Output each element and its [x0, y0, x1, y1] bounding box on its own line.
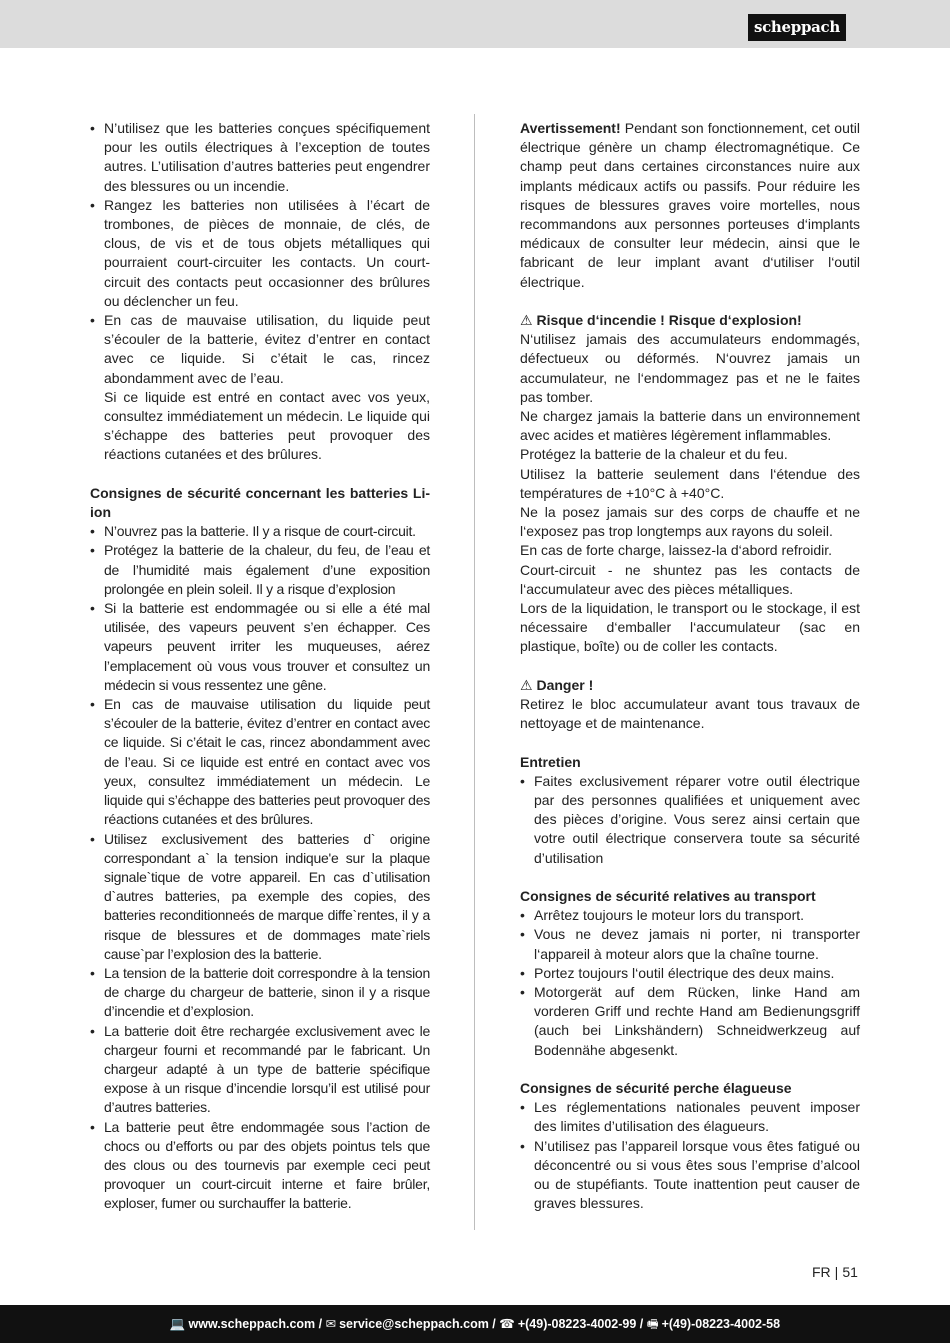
paragraph: Protégez la batterie de la chaleur et du feu.	[520, 446, 788, 463]
left-column	[90, 119, 430, 1214]
liion-safety-list	[90, 522, 430, 1213]
list-item: • Utilisez exclusivement des batteries d` origine correspondant a` la tension indique'e sur la plaque signale`tique de votre appareil. En cas d`utilisation d`autres batteries, pa exemple des copies, des batteries reconditionneés de marque diffe`rentes, il y a risque de blessures et de dommages mate`riels cause`par l’explosion des la batterie.	[90, 830, 430, 964]
paragraph: Lors de la liquidation, le transport ou le stockage, il est nécessaire d‘emballer l‘accumulateur (sac en plastique, boîte) ou de coller les contacts.	[520, 600, 860, 655]
warning-text: Pendant son fonctionnement, cet outil électrique génère un champ électromagnétique. Ce champ peut dans certaines circonstances nuire aux implants médicaux actifs ou passifs. Pour réduire les risques de blessures graves voire mortelles, nous recommandons aux personnes porteuses d‘implants médicaux de consulter leur médecin, ainsi que le fabricant de leur implant avant d‘utiliser l‘outil électrique.	[520, 120, 860, 290]
header-bar	[0, 0, 950, 48]
list-item: • Portez toujours l‘outil électrique des deux mains.	[520, 964, 860, 983]
list-item: • Faites exclusivement réparer votre outil électrique par des personnes qualifiées et uniquement avec des pièces d’origine. Vous serez ainsi certain que votre outil électrique conservera toute sa sécurité d’utilisation	[520, 772, 860, 868]
warning-triangle-icon: ⚠	[520, 676, 533, 693]
right-column	[520, 119, 860, 1214]
footer-bar: 💻 www.scheppach.com / ✉ service@scheppach.com / ☎ +(49)-08223-4002-99 / 🖷 +(49)-08223-4002-58	[0, 1305, 950, 1343]
list-item: • N’utilisez que les batteries conçues spécifiquement pour les outils électriques à l’exception de toutes autres. L’utilisation d’autres batteries peut engendrer des blessures ou un incendie.	[90, 119, 430, 196]
paragraph: Ne la posez jamais sur des corps de chauffe et ne l‘exposez pas trop longtemps aux rayons du soleil.	[520, 504, 860, 540]
list-item: • Si la batterie est endommagée ou si elle a été mal utilisée, des vapeurs peuvent s’en échapper. Ces vapeurs peuvent irriter les muqueuses, aérez l’emplacement où vous vous trouver et consultez un médecin si vous ressentez une gêne.	[90, 599, 430, 695]
transport-list	[520, 906, 860, 1060]
column-divider	[474, 114, 475, 1230]
paragraph: Utilisez la batterie seulement dans l‘étendue des températures de +10°C à +40°C.	[520, 465, 860, 501]
footer-website[interactable]: www.scheppach.com	[188, 1317, 316, 1331]
footer-fax: +(49)-08223-4002-58	[661, 1317, 781, 1331]
list-item: • Rangez les batteries non utilisées à l’écart de trombones, de pièces de monnaie, de clés, de clous, de vis et de tous objets métalliques qui pourraient court-circuiter les contacts. Un court-circuit des contacts peut occasionner des brûlures ou déclencher un feu.	[90, 196, 430, 311]
perche-list	[520, 1098, 860, 1213]
warning-triangle-icon: ⚠	[520, 312, 533, 329]
page-number: FR | 51	[812, 1264, 858, 1280]
entretien-list	[520, 772, 860, 868]
paragraph: En cas de forte charge, laissez-la d‘abord refroidir.	[520, 542, 833, 559]
entretien-heading: Entretien	[520, 753, 581, 770]
list-item: • La tension de la batterie doit correspondre à la tension de charge du chargeur de batterie, sinon il y a risque d’incendie et d’explosion.	[90, 964, 430, 1022]
mail-icon: ✉	[325, 1317, 337, 1331]
battery-usage-list	[90, 119, 430, 388]
list-item: • En cas de mauvaise utilisation du liquide peut s’écouler de la batterie, évitez d’entrer en contact avec ce liquide. Si c’était le cas, rincez abondamment avec de l’eau. Si ce liquide est entré en contact avec vos yeux, consultez immédiatement un médecin. Le liquide qui s’échappe des batteries peut provoquer des réactions cutanées et des brûlures.	[90, 695, 430, 829]
fax-icon: 🖷	[646, 1317, 659, 1331]
list-item: • La batterie peut être endommagée sous l’action de chocs ou d’efforts ou par des objets pointus tels que des clous ou des tournevis par exemple ceci peut provoquer un court-circuit interne et faire brûler, exploser, fumer ou surchauffer la batterie.	[90, 1118, 430, 1214]
footer-phone: +(49)-08223-4002-99	[517, 1317, 637, 1331]
paragraph: N‘utilisez jamais des accumulateurs endommagés, défectueux ou déformés. N‘ouvrez jamais un accumulateur, ne l‘endommagez pas et ne le faites pas tomber.	[520, 331, 860, 405]
computer-icon: 💻	[169, 1317, 186, 1331]
paragraph: Ne chargez jamais la batterie dans un environnement avec acides et matières légèrement inflammables.	[520, 408, 860, 444]
list-item: • Les réglementations nationales peuvent imposer des limites d’utilisation des élagueurs.	[520, 1098, 860, 1136]
list-item: • Arrêtez toujours le moteur lors du transport.	[520, 906, 860, 925]
emf-warning	[520, 119, 860, 292]
warning-lead: Avertissement!	[520, 120, 621, 136]
footer-email[interactable]: service@scheppach.com	[339, 1317, 489, 1331]
list-item: • Motorgerät auf dem Rücken, linke Hand am vorderen Griff und rechte Hand am Bedienungsgriff (auch bei Linkshändern) Schneidwerkzeug auf Bodennähe abgesenkt.	[520, 983, 860, 1060]
scheppach-logo: scheppach	[748, 14, 846, 41]
transport-heading: Consignes de sécurité relatives au transport	[520, 888, 816, 905]
danger-heading: ⚠ Danger !	[520, 676, 594, 693]
list-item: • Vous ne devez jamais ni porter, ni transporter l‘appareil à moteur alors que la chaîne tourne.	[520, 925, 860, 963]
section-heading-liion: Consignes de sécurité concernant les batteries Li-ion	[90, 484, 430, 521]
list-item: • N’utilisez pas l’appareil lorsque vous êtes fatigué ou déconcentré ou si vous êtes sous l’emprise d’alcool ou de stupéfiants. Toute inattention peut causer de graves blessures.	[520, 1137, 860, 1214]
phone-icon: ☎	[499, 1317, 515, 1331]
indented-paragraph: Si ce liquide est entré en contact avec vos yeux, consultez immédiatement un médecin. Le liquide qui s’échappe des batteries peut provoquer des réactions cutanées et des brûlures.	[104, 388, 430, 463]
perche-heading: Consignes de sécurité perche élagueuse	[520, 1080, 792, 1097]
list-item: • Protégez la batterie de la chaleur, du feu, de l’eau et de l’humidité mais également d’une exposition prolongée en plein soleil. Il y a risque d’explosion	[90, 541, 430, 599]
list-item: • La batterie doit être rechargée exclusivement avec le chargeur fourni et recommandé par le fabricant. Un chargeur adapté à un type de batterie spécifique expose à un risque d’incendie lorsqu’il est utilisé pour d’autres batteries.	[90, 1022, 430, 1118]
list-item: • En cas de mauvaise utilisation, du liquide peut s’écouler de la batterie, évitez d’entrer en contact avec ce liquide. Si c’était le cas, rincez abondamment avec de l’eau.	[90, 311, 430, 388]
list-item: • N’ouvrez pas la batterie. Il y a risque de court-circuit.	[90, 522, 430, 541]
paragraph: Retirez le bloc accumulateur avant tous travaux de nettoyage et de maintenance.	[520, 696, 860, 732]
fire-heading: ⚠ Risque d‘incendie ! Risque d‘explosion!	[520, 312, 802, 329]
paragraph: Court-circuit - ne shuntez pas les contacts de l‘accumulateur avec des pièces métalliques.	[520, 561, 860, 597]
